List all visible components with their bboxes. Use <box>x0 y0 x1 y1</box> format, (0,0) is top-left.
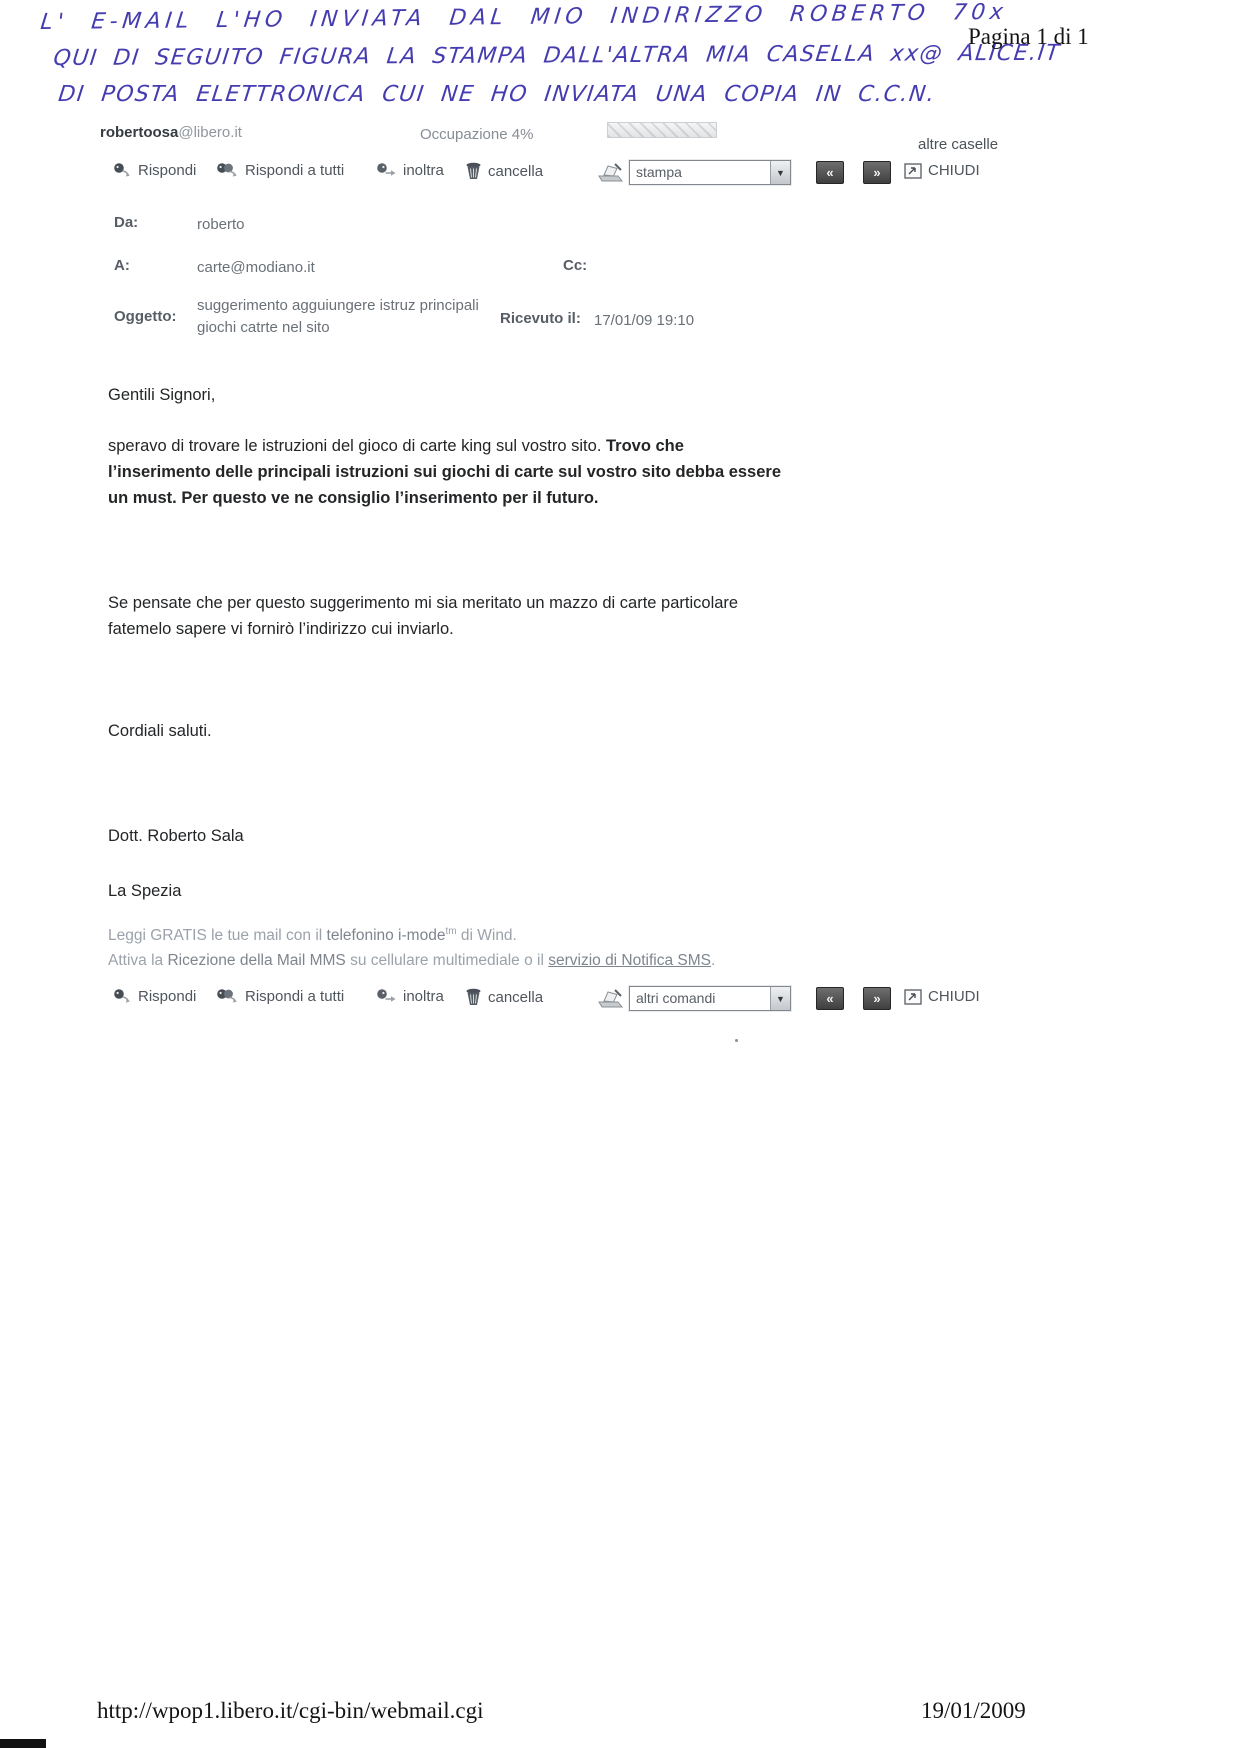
received-value: 17/01/09 19:10 <box>594 312 695 329</box>
altre-caselle-link[interactable]: altre caselle <box>918 136 999 153</box>
reply-icon <box>112 988 132 1005</box>
previous-message-button[interactable]: « <box>816 161 844 184</box>
signature-city: La Spezia <box>108 882 182 900</box>
signature: Dott. Roberto Sala <box>108 827 244 845</box>
reply-all-label: Rispondi a tutti <box>245 988 345 1005</box>
scan-speck <box>735 1039 738 1042</box>
to-label: A: <box>114 257 130 274</box>
from-label: Da: <box>114 214 139 231</box>
handwritten-line: QUI DI SEGUITO FIGURA LA STAMPA DALL'ALTRA MIA CASELLA xx@ ALICE.IT <box>52 40 1063 72</box>
printer-icon <box>596 988 624 1010</box>
dropdown-arrow-icon: ▼ <box>770 161 790 184</box>
from-value: roberto <box>197 216 245 233</box>
dropdown-arrow-icon: ▼ <box>770 987 790 1010</box>
delete-button[interactable] <box>465 162 543 180</box>
page-indicator: Pagina 1 di 1 <box>968 24 1089 49</box>
reply-all-icon <box>215 988 239 1005</box>
account-address <box>100 124 242 141</box>
print-actions-select[interactable] <box>629 160 791 185</box>
select-value: altri comandi <box>636 990 716 1006</box>
printer-icon <box>596 162 624 184</box>
toolbar-top <box>0 160 1234 190</box>
provider-promo <box>108 920 715 973</box>
reply-button[interactable] <box>112 162 196 179</box>
body-line: un must. Per questo ve ne consiglio l’inserimento per il futuro. <box>108 489 599 507</box>
forward-label: inoltra <box>403 162 444 179</box>
forward-button[interactable] <box>375 162 444 179</box>
body-line: fatemelo sapere vi fornirò l’indirizzo cui inviarlo. <box>108 620 454 638</box>
reply-all-label: Rispondi a tutti <box>245 162 345 179</box>
forward-label: inoltra <box>403 988 444 1005</box>
received-label: Ricevuto il: <box>500 310 581 327</box>
reply-label: Rispondi <box>138 162 197 179</box>
reply-all-button[interactable] <box>215 988 344 1005</box>
reply-label: Rispondi <box>138 988 197 1005</box>
forward-icon <box>375 988 397 1005</box>
close-window-icon <box>904 989 922 1005</box>
to-value: carte@modiano.it <box>197 259 315 276</box>
trash-icon <box>465 988 482 1006</box>
reply-all-button[interactable] <box>215 162 344 179</box>
quota-label: Occupazione 4% <box>420 126 534 143</box>
close-button[interactable] <box>904 162 980 179</box>
promo-line: Attiva la Ricezione della Mail MMS su cellulare multimediale o il servizio di Notifica SMS. <box>108 951 716 969</box>
promo-line: Leggi GRATIS le tue mail con il telefonino i-mode$^{tm}$ di Wind. <box>108 926 517 945</box>
print-footer-date: 19/01/2009 <box>921 1698 1026 1723</box>
account-domain: @libero.it <box>178 124 242 141</box>
close-label: CHIUDI <box>928 162 980 179</box>
close-window-icon <box>904 163 922 179</box>
cc-label: Cc: <box>563 257 588 274</box>
body-line: Se pensate che per questo suggerimento mi sia meritato un mazzo di carte particolare <box>108 594 739 612</box>
close-button[interactable] <box>904 988 980 1005</box>
closing: Cordiali saluti. <box>108 722 212 740</box>
reply-button[interactable] <box>112 988 196 1005</box>
forward-button[interactable] <box>375 988 444 1005</box>
notifica-sms-link[interactable]: servizio di Notifica SMS <box>548 951 712 969</box>
delete-label: cancella <box>488 988 544 1006</box>
reply-icon <box>112 162 132 179</box>
body-line: l’inserimento delle principali istruzioni sui giochi di carte sul vostro sito debba essere <box>108 463 782 481</box>
previous-message-button[interactable]: « <box>816 987 844 1010</box>
delete-label: cancella <box>488 162 544 180</box>
trash-icon <box>465 162 482 180</box>
body-paragraph-1 <box>108 433 781 511</box>
subject-line: giochi catrte nel sito <box>197 319 330 336</box>
subject-label: Oggetto: <box>114 308 177 325</box>
quota-progress-bar <box>607 122 717 138</box>
body-paragraph-2 <box>108 590 738 642</box>
next-message-button[interactable]: » <box>863 987 891 1010</box>
other-commands-select[interactable] <box>629 986 791 1011</box>
delete-button[interactable] <box>465 988 543 1006</box>
greeting: Gentili Signori, <box>108 386 216 404</box>
print-footer-url: http://wpop1.libero.it/cgi-bin/webmail.cgi <box>97 1698 484 1723</box>
handwritten-line: DI POSTA ELETTRONICA CUI NE HO INVIATA UNA COPIA IN C.C.N. <box>56 82 938 107</box>
next-message-button[interactable]: » <box>863 161 891 184</box>
toolbar-bottom <box>0 986 1234 1016</box>
close-label: CHIUDI <box>928 988 980 1005</box>
print-icon-wrap[interactable] <box>596 162 624 184</box>
select-value: stampa <box>636 164 682 180</box>
forward-icon <box>375 162 397 179</box>
scan-artifact-bar <box>0 1739 46 1748</box>
subject-line: suggerimento agguiungere istruz principali <box>197 297 479 314</box>
body-line: speravo di trovare le istruzioni del gioco di carte king sul vostro sito. Trovo che <box>108 437 684 455</box>
handwritten-line: L' E-MAIL L'HO INVIATA DAL MIO INDIRIZZO ROBERTO 70x <box>39 0 1009 36</box>
account-user: robertoosa <box>100 124 179 141</box>
print-icon-wrap[interactable] <box>596 988 624 1010</box>
subject-value <box>197 295 479 339</box>
reply-all-icon <box>215 162 239 179</box>
